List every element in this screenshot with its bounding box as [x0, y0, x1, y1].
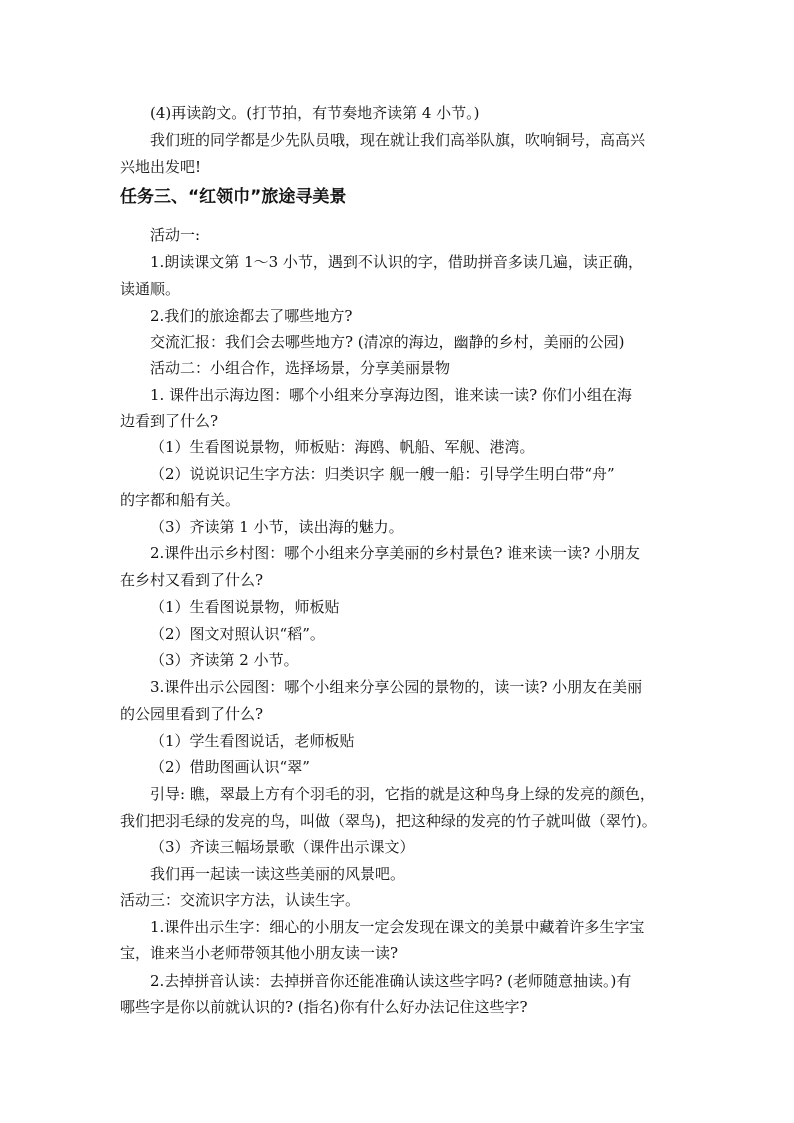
paragraph-line: （3）齐读三幅场景歌（课件出示课文）	[150, 838, 415, 856]
paragraph-line: （1）学生看图说话，老师板贴	[150, 732, 355, 750]
section-heading: 任务三、“红领巾”旅途寻美景	[120, 187, 347, 207]
paragraph-line: (4)再读韵文。(打节拍，有节奏地齐读第 4 小节。)	[150, 104, 480, 122]
paragraph-line: 1. 课件出示海边图：哪个小组来分享海边图，谁来读一读? 你们小组在海	[150, 386, 632, 404]
activity-label: 活动三：交流识字方法，认读生字。	[120, 891, 361, 909]
paragraph-line: 1.课件出示生字：细心的小朋友一定会发现在课文的美景中藏着许多生字宝	[150, 918, 645, 936]
paragraph-line: 2.我们的旅途都去了哪些地方?	[150, 307, 353, 325]
paragraph-line: 3.课件出示公园图：哪个小组来分享公园的景物的，读一读? 小朋友在美丽	[150, 678, 643, 696]
activity-label: 活动一:	[150, 226, 201, 244]
paragraph-line: 边看到了什么?	[120, 412, 219, 430]
paragraph-line: （1）生看图说景物，师板贴：海鸥、帆船、军舰、港湾。	[150, 438, 535, 456]
paragraph-line: 我们把羽毛绿的发亮的鸟，叫做（翠鸟)，把这种绿的发亮的竹子就叫做（翠竹)。	[120, 812, 657, 830]
paragraph-line: 的公园里看到了什么?	[120, 705, 264, 723]
paragraph-line: （1）生看图说景物，师板贴	[150, 598, 340, 616]
paragraph-line: 2.课件出示乡村图：哪个小组来分享美丽的乡村景色? 谁来读一读? 小朋友	[150, 544, 640, 562]
paragraph-line: （3）齐读第 2 小节。	[150, 651, 299, 669]
paragraph-line: 交流汇报：我们会去哪些地方? (清凉的海边，幽静的乡村，美丽的公园)	[150, 333, 625, 351]
paragraph-line: （2）借助图画认识“翠”	[150, 758, 310, 776]
paragraph-line: 的字都和船有关。	[120, 491, 241, 509]
paragraph-line: 2.去掉拼音认读：去掉拼音你还能准确认读这些字吗? (老师随意抽读。)有	[150, 972, 632, 990]
paragraph-line: （3）齐读第 1 小节，读出海的魅力。	[150, 518, 404, 536]
paragraph-line: 读通顺。	[120, 280, 181, 298]
paragraph-line: 兴地出发吧!	[120, 158, 202, 176]
paragraph-line: 我们班的同学都是少先队员哦，现在就让我们高举队旗，吹响铜号，高高兴	[150, 131, 646, 149]
paragraph-line: （2）图文对照认识“稻”。	[150, 625, 325, 643]
paragraph-line: 哪些字是你以前就认识的? (指名)你有什么好办法记住这些字?	[120, 998, 528, 1016]
paragraph-line: 1.朗读课文第 1～3 小节，遇到不认识的字，借助拼音多读几遍，读正确，	[150, 253, 643, 271]
paragraph-line: 在乡村又看到了什么?	[120, 571, 264, 589]
paragraph-line: （2）说说识记生字方法：归类识字 舰一艘一船：引导学生明白带“舟”	[150, 465, 615, 483]
paragraph-line: 引导: 瞧，翠最上方有个羽毛的羽，它指的就是这种鸟身上绿的发亮的颜色，	[150, 785, 655, 803]
paragraph-line: 宝，谁来当小老师带领其他小朋友读一读?	[120, 944, 399, 962]
activity-label: 活动二：小组合作，选择场景，分享美丽景物	[150, 359, 451, 377]
paragraph-line: 我们再一起读一读这些美丽的风景吧。	[150, 865, 406, 883]
